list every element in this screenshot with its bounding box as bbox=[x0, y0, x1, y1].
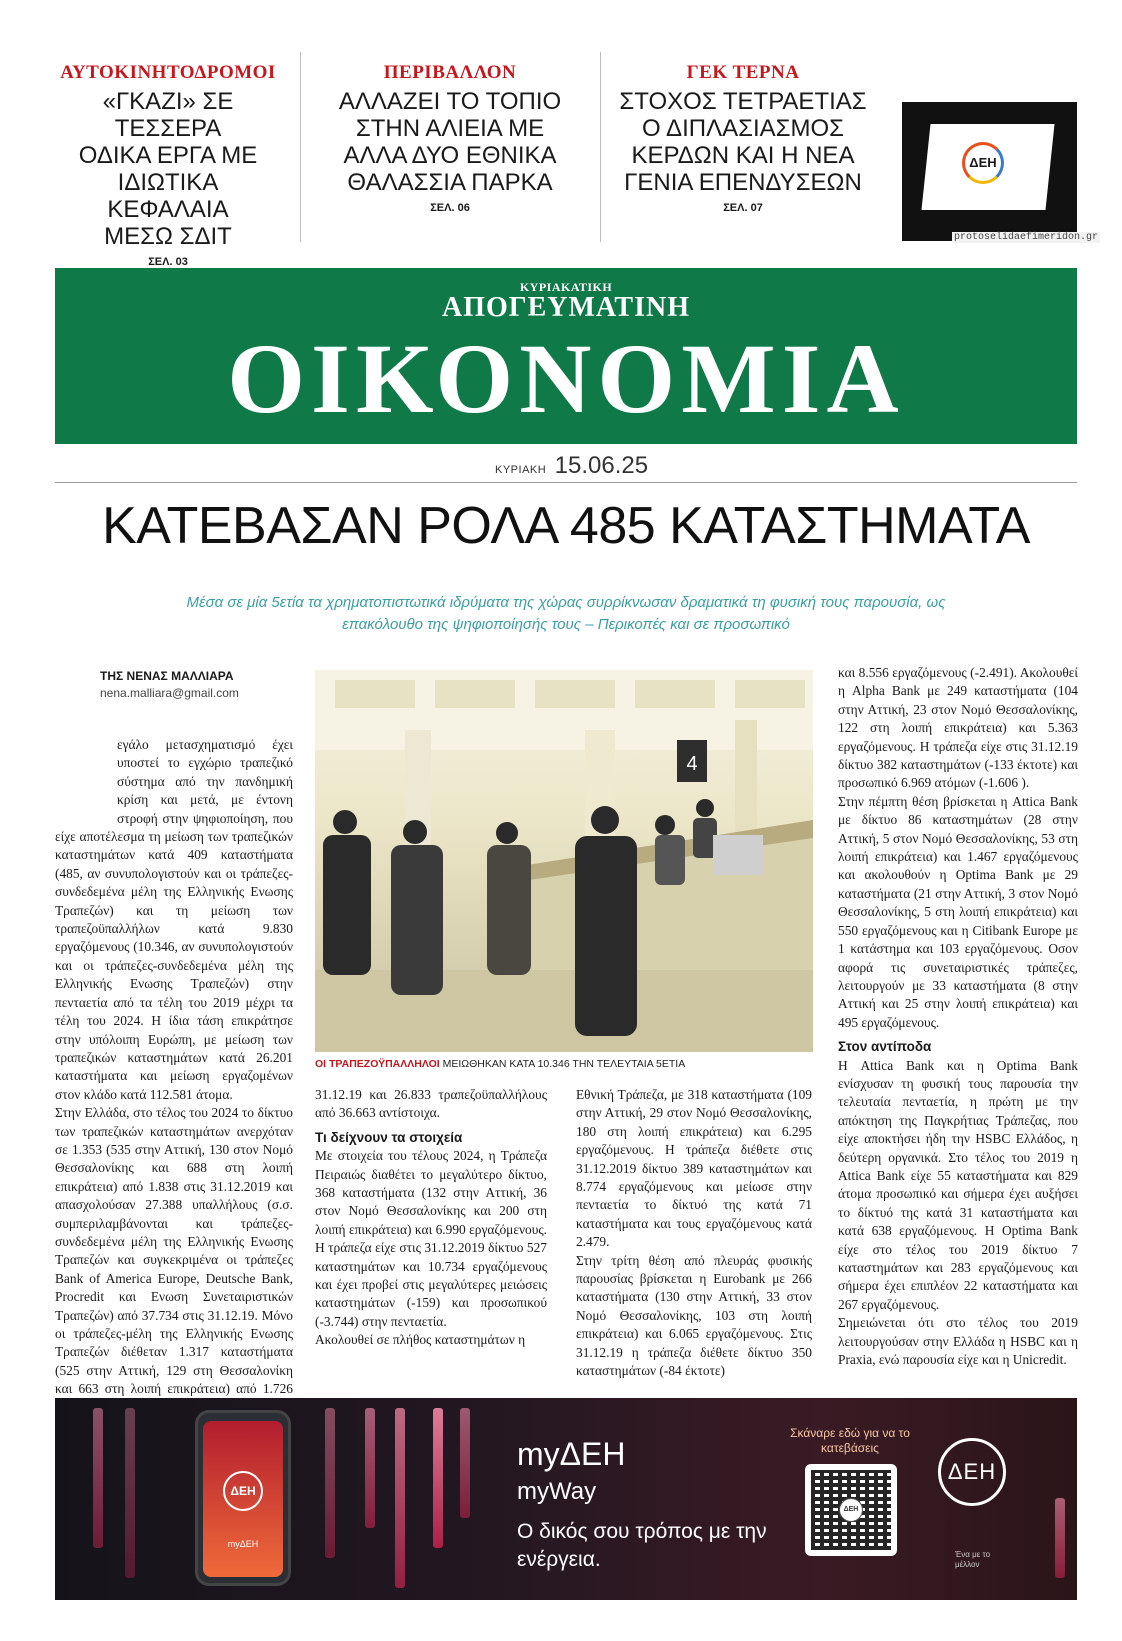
phone-screen bbox=[203, 1421, 283, 1577]
subhead: Στον αντίποδα bbox=[838, 1039, 932, 1055]
teaser-gek-terna[interactable] bbox=[612, 62, 874, 214]
decor-stripe bbox=[1055, 1498, 1065, 1578]
main-headline: ΚΑΤΕΒΑΣΑΝ ΡΟΛΑ 485 ΚΑΤΑΣΤΗΜΑΤΑ bbox=[102, 497, 1030, 555]
dei-logo-icon: ΔΕΗ bbox=[223, 1471, 263, 1511]
paragraph: εγάλο μετασχηματισμό έχει υποστεί το εγχώριο τραπεζικό σύστημα από την πανδημική κρίση και μετά, με έντονη στροφή στην ψηφιοποίηση, που είχε αποτέλεσμα τη μείωση των τραπεζικών καταστημάτων κατά 409 καταστήματα (485, αν συνυπολογιστούν και οι τράπεζες-συνδεδεμένα μέλη της Ελληνικής Ενωσης Τραπεζών) και τη μείωση των τραπεζοϋπαλλήλων κατά 9.830 εργαζόμενους (10.346, αν συνυπολογιστούν και οι τράπεζες-συνδεδεμένα μέλη της Ελληνικής Ενωσης Τραπεζών) στην πενταετία από τα τέλη του 2019 μέχρι τα τέλη του 2024. Η ίδια τάση επικράτησε στην υπόλοιπη Ευρώπη, με μείωση των τραπεζικών καταστημάτων κατά 26.201 καταστήματα και μείωση εργαζομένων στον κλάδο κατά 112.581 άτομα. bbox=[55, 737, 293, 1102]
paragraph: Ακολουθεί σε πλήθος καταστημάτων η bbox=[315, 1332, 526, 1348]
paragraph: και 8.556 εργαζόμενους (-2.491). Ακολουθεί η Alpha Bank με 249 καταστήματα (104 στην Αττική, 23 στον Νομό Θεσσαλονίκης, 122 στη λοιπή επικράτεια) και 5.363 εργαζόμενους. Η τράπεζα είχε στις 31.12.19 δίκτυο 382 καταστημάτων (-133 έκτοτε) και προσωπικό 6.969 ατόμων (-1.606 ). bbox=[838, 665, 1078, 791]
dei-ad-thumbnail[interactable] bbox=[902, 102, 1077, 241]
paragraph: Σημειώνεται ότι στο τέλος του 2019 λειτουργούσαν στην Ελλάδα η HSBC και η Praxia, ενώ παρουσία είχε και η Unicredit. bbox=[838, 1315, 1078, 1368]
author-email[interactable]: nena.malliara@gmail.com bbox=[100, 686, 239, 700]
ad-tagline: myWay bbox=[517, 1478, 597, 1505]
decor-stripe bbox=[365, 1408, 375, 1528]
article-column-4 bbox=[838, 664, 1078, 1369]
paragraph: Η Attica Bank και η Optima Bank ενίσχυσαν τη φυσική τους παρουσία την τελευταία πενταετία, η πρώτη με την απόκτηση της Παγκρήτιας Τράπεζας, που είχε αποκτήσει ήδη την HSBC Ελλάδος, η δεύτερη οργανικά. Στο τέλος του 2019 η Attica Bank είχε 55 καταστήματα και 829 άτομα προσωπικό και σήμερα έχει αυξήσει το δίκτυό της κατά 31 καταστήματα και κατά 638 εργαζόμενους. Η Optima Bank είχε στο τέλος του 2019 δίκτυο 7 καταστημάτων και 283 εργαζόμενους και σήμερα έχει επιπλέον 22 καταστήματα και 267 εργαζόμενους. bbox=[838, 1057, 1078, 1312]
paragraph: Στην Ελλάδα, στο τέλος του 2024 το δίκτυο των τραπεζικών καταστημάτων ανερχόταν σε 1.353 (535 στην Αττική, 130 στον Νομό Θεσσαλονίκης και 688 στη λοιπή επικράτεια) από 1.838 στις 31.12.2019 και απασχολούσαν 27.388 υπαλλήλους (σ.σ. συμπεριλαμβάνονται και τράπεζες-συνδεδεμένα μέλη της Ελληνικής Ενωσης Τραπεζών και συγκεκριμένα οι τράπεζες Bank of America Europe, Deutsche Bank, Procredit και Ενωση Συνεταιριστικών Τραπεζών) από 37.734 στις 31.12.19. Μόνο οι τράπεζες-μέλη της Ελληνικής Ενωσης Τραπεζών διέθεταν 1.317 καταστήματα (525 στην Αττική, 129 στη Θεσσαλονίκη και 663 στη λοιπή επικράτεια) από 1.726 bbox=[55, 1105, 293, 1397]
decor-stripe bbox=[395, 1408, 405, 1588]
byline bbox=[100, 669, 239, 700]
photo-caption bbox=[315, 1058, 685, 1070]
ad-small-print: Ένα με το μέλλον bbox=[955, 1550, 991, 1569]
article-column-1 bbox=[55, 736, 293, 1417]
qr-center-logo: ΔΕΗ bbox=[839, 1498, 863, 1522]
source-credit[interactable]: protoselidaefimeridon.gr bbox=[954, 232, 1099, 243]
masthead-brand: ΑΠΟΓΕΥΜΑΤΙΝΗ bbox=[442, 292, 690, 323]
dateline-day: ΚΥΡΙΑΚΗ bbox=[495, 464, 547, 476]
ad-brand: myΔΕΗ bbox=[517, 1436, 626, 1472]
masthead bbox=[55, 268, 1077, 444]
article-column-2 bbox=[315, 1086, 547, 1350]
phone-app-label: myΔΕΗ bbox=[227, 1539, 259, 1549]
teaser-kicker: ΠΕΡΙΒΑΛΛΟΝ bbox=[383, 62, 517, 83]
paragraph: Εθνική Τράπεζα, με 318 καταστήματα (109 στην Αττική, 29 στον Νομό Θεσσαλονίκης, 180 στη λοιπή επικράτεια) και 6.295 εργαζόμενους. Η τράπεζα διέθετε στις 31.12.2019 δίκτυο 389 καταστημάτων και 8.774 εργαζόμενους και μείωσε στην πενταετία το δίκτυό της κατά 71 καταστήματα και τους εργαζόμενους κατά 2.479. bbox=[576, 1087, 812, 1250]
paragraph: Με στοιχεία του τέλους 2024, η Τράπεζα Πειραιώς διαθέτει το μεγαλύτερο δίκτυο, 368 καταστήματα (132 στην Αττική, 36 στον Νομό Θεσσαλονίκης και 200 στη λοιπή επικράτεια) και 6.990 εργαζόμενους. Η τράπεζα είχε στις 31.12.2019 δίκτυο 527 καταστημάτων και 10.734 εργαζόμενους και έχει προβεί στις μεγαλύτερες μειώσεις καταστημάτων (-159) και προσωπικού (-3.744) στην πενταετία. bbox=[315, 1148, 547, 1329]
teaser-kicker: ΑΥΤΟΚΙΝΗΤΟΔΡΟΜΟΙ bbox=[60, 62, 276, 83]
teaser-headline: ΣΤΟΧΟΣ ΤΕΤΡΑΕΤΙΑΣ Ο ΔΙΠΛΑΣΙΑΣΜΟΣ ΚΕΡΔΩΝ ΚΑΙ Η ΝΕΑ ΓΕΝΙΑ ΕΠΕΝΔΥΣΕΩΝ bbox=[619, 88, 867, 196]
decor-stripe bbox=[325, 1408, 335, 1558]
divider bbox=[600, 52, 601, 242]
teaser-page-ref: ΣΕΛ. 03 bbox=[148, 256, 188, 268]
teaser-headline: «ΓΚΑΖΙ» ΣΕ ΤΕΣΣΕΡΑ ΟΔΙΚΑ ΕΡΓΑ ΜΕ ΙΔΙΩΤΙΚΑ ΚΕΦΑΛΑΙΑ ΜΕΣΩ ΣΔΙΤ bbox=[78, 88, 258, 250]
dateline-date: 15.06.25 bbox=[554, 452, 649, 479]
author-name: ΤΗΣ ΝΕΝΑΣ ΜΑΛΛΙΑΡΑ bbox=[100, 669, 234, 683]
phone-mockup bbox=[195, 1410, 291, 1586]
decor-stripe bbox=[460, 1408, 470, 1518]
masthead-title: ΟΙΚΟΝΟΜΙΑ bbox=[227, 323, 905, 434]
decor-stripe bbox=[93, 1408, 103, 1548]
counter-sign: 4 bbox=[686, 753, 698, 775]
caption-lead: ΟΙ ΤΡΑΠΕΖΟΫΠΑΛΛΗΛΟΙ bbox=[315, 1058, 440, 1070]
bank-interior-illustration bbox=[315, 670, 813, 1052]
teaser-page-ref: ΣΕΛ. 07 bbox=[723, 202, 763, 214]
caption-text: ΜΕΙΩΘΗΚΑΝ ΚΑΤΑ 10.346 ΤΗΝ ΤΕΛΕΥΤΑΙΑ 5ΕΤΙΑ bbox=[442, 1058, 686, 1070]
teaser-environment[interactable] bbox=[320, 62, 580, 214]
divider bbox=[300, 52, 301, 242]
teaser-page-ref: ΣΕΛ. 06 bbox=[430, 202, 470, 214]
subhead: Τι δείχνουν τα στοιχεία bbox=[315, 1129, 463, 1145]
decor-stripe bbox=[125, 1408, 135, 1578]
article-deck: Μέσα σε μία 5ετία τα χρηματοπιστωτικά ιδρύματα της χώρας συρρίκνωσαν δραματικά τη φυσική τους παρουσία, ως επακόλουθο της ψηφιοποίησής τους – Περικοπές και σε προσωπικό bbox=[186, 594, 946, 633]
teaser-headline: ΑΛΛΑΖΕΙ ΤΟ ΤΟΠΙΟ ΣΤΗΝ ΑΛΙΕΙΑ ΜΕ ΑΛΛΑ ΔΥΟ ΕΘΝΙΚΑ ΘΑΛΑΣΣΙΑ ΠΑΡΚΑ bbox=[338, 88, 562, 196]
dei-logo-icon: ΔΕΗ bbox=[962, 142, 1004, 184]
bank-photo bbox=[315, 670, 813, 1052]
paragraph: 31.12.19 και 26.833 τραπεζοϋπαλλήλους από 36.663 αντίστοιχα. bbox=[315, 1087, 547, 1121]
ad-slogan: Ο δικός σου τρόπος με την ενέργεια. bbox=[517, 1520, 767, 1571]
rule bbox=[55, 482, 1077, 483]
decor-stripe bbox=[433, 1408, 443, 1548]
mydei-advertisement[interactable] bbox=[55, 1398, 1077, 1600]
paragraph: Στην τρίτη θέση από πλευράς φυσικής παρουσίας βρίσκεται η Eurobank με 266 καταστήματα (130 στην Αττική, 33 στον Νομό Θεσσαλονίκης, 103 στη λοιπή επικράτεια) και 6.065 εργαζόμενους. Στις 31.12.19 η τράπεζα διέθετε δίκτυο 350 καταστημάτων (-84 έκτοτε) bbox=[576, 1252, 812, 1379]
qr-code-icon[interactable] bbox=[805, 1464, 897, 1556]
qr-pattern bbox=[811, 1470, 891, 1550]
masthead-kicker: ΚΥΡΙΑΚΑΤΙΚΗ bbox=[519, 280, 613, 294]
teaser-motorways[interactable] bbox=[58, 62, 278, 268]
teaser-kicker: ΓΕΚ ΤΕΡΝΑ bbox=[686, 62, 800, 83]
ad-scan-text: Σκάναρε εδώ για να το κατεβάσεις bbox=[790, 1426, 910, 1455]
dei-logo-icon: ΔΕΗ bbox=[938, 1438, 1006, 1506]
dropcap-space bbox=[55, 736, 117, 824]
dateline bbox=[495, 452, 648, 480]
paragraph: Στην πέμπτη θέση βρίσκεται η Attica Bank με δίκτυο 86 καταστημάτων (28 στην Αττική, 5 στον Νομό Θεσσαλονίκης, 53 στη λοιπή επικράτεια) και 1.467 εργαζόμενους και ακολουθούν η Optima Bank με 29 καταστήματα (21 στην Αττική, 3 στον Νομό Θεσσαλονίκης, 5 στη λοιπή επικράτεια) και 550 εργαζόμενους και η Citibank Europe με 1 κατάστημα και 103 εργαζόμενους. Οσον αφορά τις συνεταιριστικές τράπεζες, λειτουργούν με 33 καταστήματα (8 στην Αττική και 25 στην λοιπή επικράτεια) και 495 εργαζόμενους. bbox=[838, 793, 1078, 1030]
article-column-3 bbox=[576, 1086, 812, 1381]
